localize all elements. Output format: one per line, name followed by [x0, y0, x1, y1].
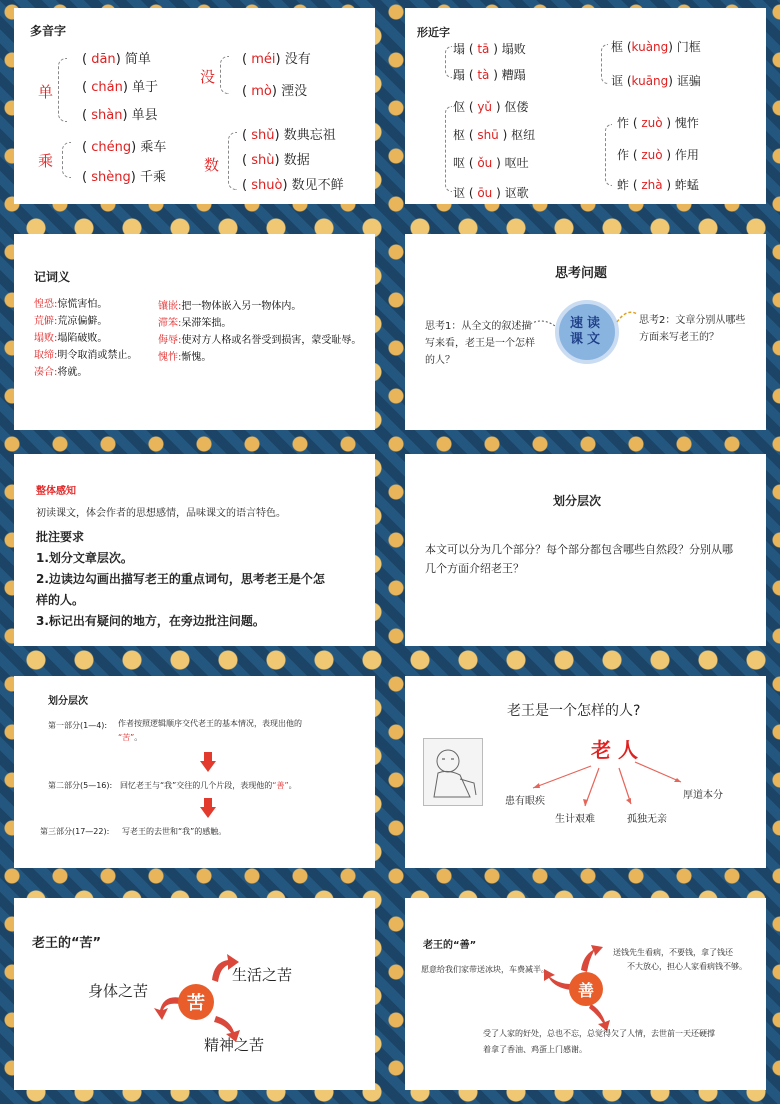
part-1-desc: 作者按照逻辑顺序交代老王的基本情况，表现出他的	[118, 719, 302, 728]
entry: ( shǔ) 数典忘祖	[242, 128, 336, 143]
slide-title: 记词义	[34, 270, 71, 284]
question-1: 思考1：从全文的叙述描 写来看，老王是一个怎样 的人？	[425, 321, 535, 366]
slide-overall	[14, 454, 375, 646]
branch-1: 身体之苦	[88, 982, 149, 1000]
part-1-key: “苦”。	[118, 733, 143, 742]
slide-title: 形近字	[417, 26, 450, 39]
vocab-row	[34, 313, 137, 330]
vocab-definition: 惭愧。	[181, 352, 212, 363]
vocab-row	[34, 296, 137, 313]
slide-layers-parts	[14, 676, 375, 868]
vocab-definition: 荒凉偏僻。	[57, 316, 108, 327]
trait-4: 厚道本分	[683, 790, 723, 801]
center-word: 老 人	[591, 738, 638, 762]
slide-title: 多音字	[30, 24, 67, 38]
entry: 蹋 ( tà ) 糟蹋	[453, 68, 526, 82]
down-arrow	[200, 752, 216, 772]
part-3-label: 第三部分(17—22):	[40, 827, 110, 836]
entry: 伛 ( yǔ ) 伛偻	[453, 100, 529, 114]
center-circle: 苦	[178, 984, 214, 1020]
entry: 塌 ( tā ) 塌败	[453, 42, 526, 56]
entry: ( shuò) 数见不鲜	[242, 178, 344, 193]
part-1-label: 第一部分(1—4):	[48, 721, 108, 730]
brace	[605, 124, 612, 186]
vocab-right-list	[158, 298, 361, 366]
brace	[228, 132, 237, 190]
question-text: 本文可以分为几个部分？每个部分都包含哪些自然段？分别从哪 几个方面介绍老王？	[425, 543, 733, 575]
entry: 呕 ( ǒu ) 呕吐	[453, 156, 529, 170]
slide-thinking	[405, 234, 766, 430]
slide-layers-question	[405, 454, 766, 646]
vocab-row	[34, 364, 137, 381]
vocab-row	[158, 298, 361, 315]
entry: 蚱 ( zhà ) 蚱蜢	[617, 178, 699, 192]
entry: 怍 ( zuò ) 愧怍	[617, 116, 699, 130]
slide-title: 划分层次	[553, 494, 602, 508]
entry: ( chéng) 乘车	[82, 140, 167, 155]
vocab-row	[158, 315, 361, 332]
entry: 诓 (kuāng) 诓骗	[611, 74, 701, 88]
vocab-definition: 将就。	[57, 367, 88, 378]
entry: 枢 ( shū ) 枢纽	[453, 128, 536, 142]
part-3-desc: 写老王的去世和“我”的感触。	[122, 827, 227, 836]
kindness-c: 受了人家的好处，总也不忘，总觉得欠了人情，去世前一天还硬撑 着拿了香油、鸡蛋上门感谢。	[483, 1029, 715, 1054]
vocab-row	[158, 332, 361, 349]
entry: ( shàn) 单县	[82, 108, 158, 123]
slide-title: 老王是一个怎样的人?	[507, 703, 641, 719]
entry: ( shù) 数据	[242, 153, 310, 168]
entry: 框 (kuàng) 门框	[611, 40, 701, 54]
vocab-term: 滞笨:	[158, 318, 182, 329]
center-circle: 善	[569, 972, 603, 1006]
entry: ( mò) 湮没	[242, 84, 308, 99]
vocab-left-list	[34, 296, 137, 381]
char-dan: 单	[38, 83, 54, 101]
vocab-row	[158, 349, 361, 366]
brace	[445, 106, 452, 192]
vocab-definition: 呆滞笨拙。	[181, 318, 232, 329]
trait-3: 孤独无亲	[627, 814, 667, 825]
vocab-definition: 塌陷破败。	[57, 333, 108, 344]
char-shu: 数	[204, 156, 220, 174]
part-2-desc: 回忆老王与“我”交往的几个片段，表现他的“善”。	[120, 781, 297, 790]
vocab-row	[34, 347, 137, 364]
kindness-a: 愿意给我们家带送冰块，车费减半。	[421, 965, 549, 974]
vocab-row	[34, 330, 137, 347]
vocab-definition: 惊慌害怕。	[57, 299, 108, 310]
entry: ( dān) 简单	[82, 52, 151, 67]
entry: ( méi) 没有	[242, 52, 311, 67]
brace	[445, 46, 452, 78]
slide-suffering	[14, 898, 375, 1090]
part-2-label: 第二部分(5—16):	[48, 781, 113, 790]
slide-title: 老王的“善”	[423, 940, 477, 951]
slide-vocabulary	[14, 234, 375, 430]
brace	[220, 56, 229, 94]
trait-1: 患有眼疾	[505, 796, 545, 807]
vocab-term: 惶恐:	[34, 299, 58, 310]
slide-similar-chars	[405, 8, 766, 204]
slide-title: 思考问题	[555, 266, 608, 281]
brace	[62, 142, 71, 178]
slide-title: 老王的“苦”	[32, 936, 102, 951]
vocab-term: 取缔:	[34, 350, 58, 361]
question-2: 思考2：文章分别从哪些 方面来写老王的？	[639, 315, 746, 343]
slide-what-person	[405, 676, 766, 868]
branch-3: 精神之苦	[204, 1036, 265, 1054]
entry: 作 ( zuò ) 作用	[617, 148, 699, 162]
char-cheng: 乘	[38, 152, 54, 170]
slide-polyphonic	[14, 8, 375, 204]
requirements-list: 1.划分文章层次。 2.边读边勾画出描写老王的重点词句，思考老王是个怎 样的人。 3.标记出有疑问的地方，在旁边批注问题。	[36, 551, 325, 628]
brace	[601, 44, 608, 84]
vocab-term: 凑合:	[34, 367, 58, 378]
vocab-term: 愧怍:	[158, 352, 182, 363]
vocab-term: 塌败:	[34, 333, 58, 344]
kindness-b: 送钱先生看病，不要钱，拿了钱还 不大放心，担心人家看病钱不够。	[613, 948, 747, 971]
slide-title: 划分层次	[48, 696, 88, 707]
entry: ( shèng) 千乘	[82, 170, 166, 185]
requirements-heading: 批注要求	[36, 530, 85, 544]
trait-2: 生计艰难	[555, 814, 595, 825]
vocab-term: 荒僻:	[34, 316, 58, 327]
char-mei: 没	[200, 68, 216, 86]
entry: ( chán) 单于	[82, 80, 159, 95]
vocab-definition: 明令取消或禁止。	[57, 350, 138, 361]
brace	[58, 58, 67, 122]
circle-line-1: 速读	[569, 316, 604, 331]
entry: 讴 ( ōu ) 讴歌	[453, 186, 529, 200]
vocab-definition: 使对方人格或名誉受到损害，蒙受耻辱。	[181, 335, 362, 346]
slide-kindness	[405, 898, 766, 1090]
section-label: 整体感知	[36, 486, 76, 497]
down-arrow	[200, 798, 216, 818]
spoke-arrows	[405, 676, 766, 868]
vocab-definition: 把一物体嵌入另一物体内。	[181, 301, 302, 312]
vocab-term: 镶嵌:	[158, 301, 182, 312]
branch-2: 生活之苦	[232, 966, 293, 984]
circle-line-2: 课文	[569, 332, 604, 347]
vocab-term: 侮辱:	[158, 335, 182, 346]
intro-text: 初读课文，体会作者的思想感情，品味课文的语言特色。	[36, 508, 286, 519]
